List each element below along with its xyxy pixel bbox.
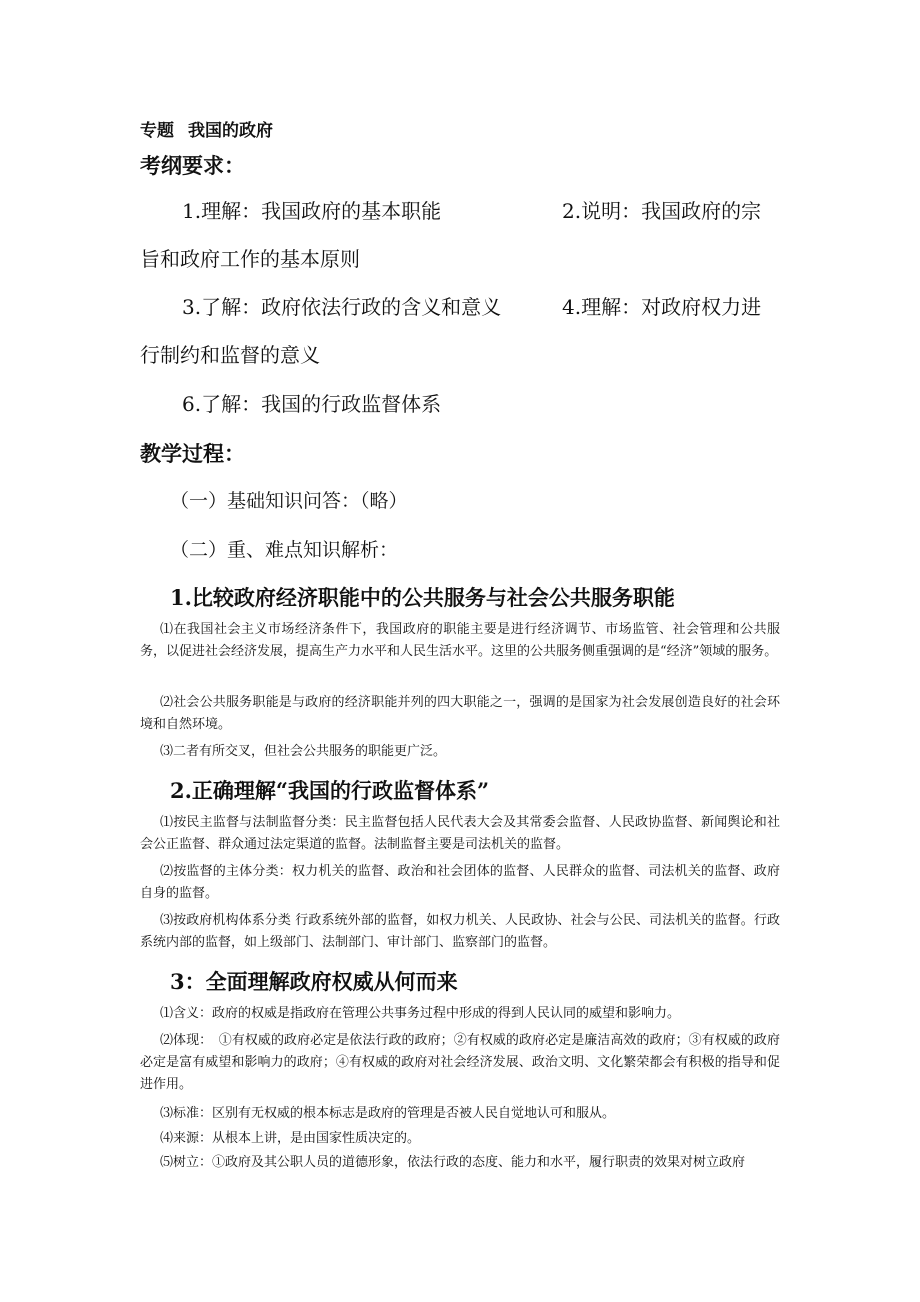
requirement-4-continued: 行制约和监督的意义 bbox=[140, 343, 320, 367]
section-2-item-2: ⑵按监督的主体分类：权力机关的监督、政治和社会团体的监督、人民群众的监督、司法机关的监督、政府自身的监督。 bbox=[140, 864, 780, 901]
requirement-2: 2.说明：我国政府的宗 bbox=[562, 199, 762, 223]
section-3-item-4: ⑷来源：从根本上讲，是由国家性质决定的。 bbox=[160, 1131, 421, 1146]
requirement-2-continued: 旨和政府工作的基本原则 bbox=[140, 247, 360, 271]
topic-title: 我国的政府 bbox=[188, 121, 273, 141]
section-3-item-3: ⑶标准：区别有无权威的根本标志是政府的管理是否被人民自觉地认可和服从。 bbox=[160, 1106, 616, 1121]
requirement-4: 4.理解：对政府权力进 bbox=[562, 295, 762, 319]
section-heading-3: 3：全面理解政府权威从何而来 bbox=[170, 969, 458, 994]
section-3-item-5: ⑸树立：①政府及其公职人员的道德形象，依法行政的态度、能力和水平，履行职责的效果对树立政府 bbox=[160, 1155, 746, 1170]
section-heading-1: 1.比较政府经济职能中的公共服务与社会公共服务职能 bbox=[170, 585, 675, 610]
section-1-item-2: ⑵社会公共服务职能是与政府的经济职能并列的四大职能之一，强调的是国家为社会发展创造良好的社会环境和自然环境。 bbox=[140, 695, 780, 732]
requirement-6: 6.了解：我国的行政监督体系 bbox=[182, 392, 442, 416]
process-heading: 教学过程： bbox=[140, 441, 245, 466]
section-1-item-3: ⑶二者有所交叉，但社会公共服务的职能更广泛。 bbox=[160, 744, 447, 759]
step-basic-qa: （一）基础知识问答：（略） bbox=[170, 490, 408, 512]
step-key-points: （二）重、难点知识解析： bbox=[170, 539, 399, 561]
section-3-item-2: ⑵体现： ①有权威的政府必定是依法行政的政府；②有权威的政府必定是廉洁高效的政府；③有权威的政府必定是富有威望和影响力的政府；④有权威的政府对社会经济发展、政治文明、文化繁荣都会有积极的指导和促进作用。 bbox=[140, 1033, 780, 1092]
topic-label: 专题 bbox=[140, 121, 174, 141]
section-1-item-1: ⑴在我国社会主义市场经济条件下，我国政府的职能主要是进行经济调节、市场监管、社会管理和公共服务，以促进社会经济发展，提高生产力水平和人民生活水平。这里的公共服务侧重强调的是“经济”领域的服务。 bbox=[140, 622, 780, 659]
section-heading-2: 2.正确理解“我国的行政监督体系” bbox=[170, 778, 490, 803]
requirement-1: 1.理解：我国政府的基本职能 bbox=[182, 199, 442, 223]
topic-title-line bbox=[140, 116, 287, 141]
outline-heading: 考纲要求： bbox=[140, 153, 245, 178]
requirement-3: 3.了解：政府依法行政的含义和意义 bbox=[182, 295, 502, 319]
section-3-item-1: ⑴含义：政府的权威是指政府在管理公共事务过程中形成的得到人民认同的威望和影响力。 bbox=[160, 1006, 681, 1021]
section-2-item-3: ⑶按政府机构体系分类 行政系统外部的监督，如权力机关、人民政协、社会与公民、司法机关的监督。行政系统内部的监督，如上级部门、法制部门、审计部门、监察部门的监督。 bbox=[140, 913, 780, 950]
section-2-item-1: ⑴按民主监督与法制监督分类：民主监督包括人民代表大会及其常委会监督、人民政协监督、新闻舆论和社会公正监督、群众通过法定渠道的监督。法制监督主要是司法机关的监督。 bbox=[140, 815, 780, 852]
